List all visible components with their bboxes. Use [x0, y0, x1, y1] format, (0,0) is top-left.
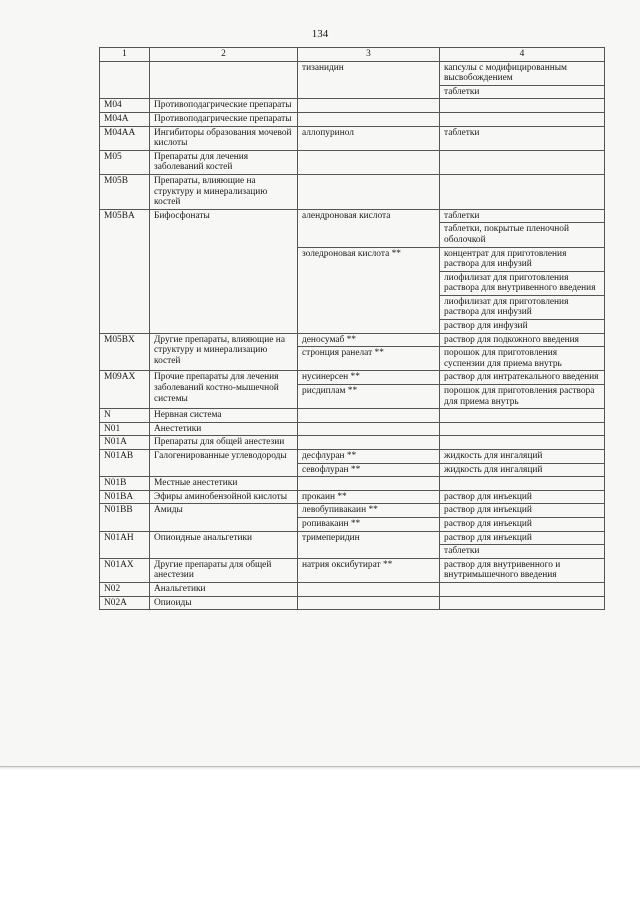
dosage-form-cell: жидкость для ингаляций — [440, 463, 605, 477]
ingredient-cell — [298, 422, 440, 436]
ingredient-cell: деносумаб ** — [298, 333, 440, 347]
group-name-cell: Опиоидные анальгетики — [150, 531, 298, 558]
group-name-cell: Противоподагрические препараты — [150, 112, 298, 126]
atc-code-cell: M04 — [100, 99, 150, 113]
group-name-cell: Противоподагрические препараты — [150, 99, 298, 113]
dosage-form-cell — [440, 422, 605, 436]
ingredient-cell — [298, 436, 440, 450]
group-name-cell: Амиды — [150, 504, 298, 531]
table-row — [100, 409, 605, 423]
table-row — [100, 436, 605, 450]
table-row — [100, 112, 605, 126]
atc-code-cell: M09AX — [100, 371, 150, 409]
dosage-form-cell: раствор для инъекций — [440, 517, 605, 531]
ingredient-cell: левобупивакаин ** — [298, 504, 440, 518]
atc-code-cell: N01B — [100, 477, 150, 491]
dosage-form-cell: порошок для приготовления суспензии для приема внутрь — [440, 347, 605, 371]
dosage-form-cell — [440, 596, 605, 610]
group-name-cell: Препараты для лечения заболеваний костей — [150, 150, 298, 174]
table-row — [100, 596, 605, 610]
dosage-form-cell: раствор для инфузий — [440, 320, 605, 334]
column-header: 1 — [100, 48, 150, 62]
ingredient-cell — [298, 150, 440, 174]
table-row — [100, 422, 605, 436]
atc-code-cell: N02 — [100, 582, 150, 596]
drug-table — [99, 47, 605, 610]
dosage-form-cell — [440, 174, 605, 209]
atc-code-cell: M05 — [100, 150, 150, 174]
dosage-form-cell: жидкость для ингаляций — [440, 450, 605, 464]
dosage-form-cell: таблетки — [440, 545, 605, 559]
ingredient-cell: прокаин ** — [298, 490, 440, 504]
atc-code-cell: N01BA — [100, 490, 150, 504]
group-name-cell: Анестетики — [150, 422, 298, 436]
table-row — [100, 99, 605, 113]
dosage-form-cell: концентрат для приготовления раствора для инфузий — [440, 247, 605, 271]
dosage-form-cell — [440, 99, 605, 113]
header-row — [100, 48, 605, 62]
ingredient-cell — [298, 409, 440, 423]
group-name-cell: Местные анестетики — [150, 477, 298, 491]
table-row — [100, 531, 605, 545]
table-row — [100, 582, 605, 596]
ingredient-cell — [298, 477, 440, 491]
group-name-cell: Другие препараты для общей анестезии — [150, 558, 298, 582]
dosage-form-cell: порошок для приготовления раствора для приема внутрь — [440, 385, 605, 409]
ingredient-cell: ропивакаин ** — [298, 517, 440, 531]
dosage-form-cell: лиофилизат для приготовления раствора для внутривенного введения — [440, 271, 605, 295]
dosage-form-cell — [440, 477, 605, 491]
dosage-form-cell: капсулы с модифицированным высвобождением — [440, 61, 605, 85]
column-header: 2 — [150, 48, 298, 62]
group-name-cell: Опиоиды — [150, 596, 298, 610]
group-name-cell: Препараты, влияющие на структуру и минерализацию костей — [150, 174, 298, 209]
group-name-cell: Препараты для общей анестезии — [150, 436, 298, 450]
dosage-form-cell — [440, 409, 605, 423]
atc-code-cell: M04AA — [100, 126, 150, 150]
table-row — [100, 504, 605, 518]
ingredient-cell: тизанидин — [298, 61, 440, 99]
dosage-form-cell — [440, 112, 605, 126]
dosage-form-cell: раствор для внутривенного и внутримышечного введения — [440, 558, 605, 582]
ingredient-cell: рисдиплам ** — [298, 385, 440, 409]
dosage-form-cell: раствор для подкожного введения — [440, 333, 605, 347]
dosage-form-cell: раствор для инъекций — [440, 490, 605, 504]
ingredient-cell — [298, 99, 440, 113]
ingredient-cell — [298, 174, 440, 209]
table-row — [100, 371, 605, 385]
atc-code-cell: N01AH — [100, 531, 150, 558]
dosage-form-cell: таблетки — [440, 209, 605, 223]
atc-code-cell: N01A — [100, 436, 150, 450]
group-name-cell: Галогенированные углеводороды — [150, 450, 298, 477]
ingredient-cell: севофлуран ** — [298, 463, 440, 477]
table-row — [100, 333, 605, 347]
atc-code-cell: M05BA — [100, 209, 150, 333]
atc-code-cell: N01AB — [100, 450, 150, 477]
group-name-cell: Другие препараты, влияющие на структуру и минерализацию костей — [150, 333, 298, 371]
atc-code-cell: N02A — [100, 596, 150, 610]
table-row — [100, 150, 605, 174]
ingredient-cell: тримеперидин — [298, 531, 440, 558]
group-name-cell: Анальгетики — [150, 582, 298, 596]
table-row — [100, 558, 605, 582]
atc-code-cell: N01AX — [100, 558, 150, 582]
dosage-form-cell: таблетки — [440, 126, 605, 150]
group-name-cell: Ингибиторы образования мочевой кислоты — [150, 126, 298, 150]
dosage-form-cell: раствор для инъекций — [440, 531, 605, 545]
atc-code-cell — [100, 61, 150, 99]
table-row — [100, 61, 605, 85]
ingredient-cell — [298, 582, 440, 596]
table-row — [100, 209, 605, 223]
ingredient-cell — [298, 596, 440, 610]
atc-code-cell: M05BX — [100, 333, 150, 371]
dosage-form-cell: лиофилизат для приготовления раствора для инфузий — [440, 295, 605, 319]
table-row — [100, 126, 605, 150]
ingredient-cell — [298, 112, 440, 126]
dosage-form-cell — [440, 150, 605, 174]
table-row — [100, 174, 605, 209]
group-name-cell: Нервная система — [150, 409, 298, 423]
ingredient-cell: десфлуран ** — [298, 450, 440, 464]
table-row — [100, 450, 605, 464]
atc-code-cell: N01 — [100, 422, 150, 436]
page-number: 134 — [311, 28, 329, 40]
ingredient-cell: нусинерсен ** — [298, 371, 440, 385]
atc-code-cell: N01BB — [100, 504, 150, 531]
dosage-form-cell — [440, 582, 605, 596]
atc-code-cell: M05B — [100, 174, 150, 209]
ingredient-cell: аллопуринол — [298, 126, 440, 150]
ingredient-cell: натрия оксибутират ** — [298, 558, 440, 582]
column-header: 4 — [440, 48, 605, 62]
ingredient-cell: алендроновая кислота — [298, 209, 440, 247]
atc-code-cell: M04A — [100, 112, 150, 126]
group-name-cell: Прочие препараты для лечения заболеваний костно-мышечной системы — [150, 371, 298, 409]
atc-code-cell: N — [100, 409, 150, 423]
dosage-form-cell: таблетки — [440, 85, 605, 99]
table-row — [100, 490, 605, 504]
ingredient-cell: стронция ранелат ** — [298, 347, 440, 371]
ingredient-cell: золедроновая кислота ** — [298, 247, 440, 333]
table-row — [100, 477, 605, 491]
dosage-form-cell: таблетки, покрытые пленочной оболочкой — [440, 223, 605, 247]
dosage-form-cell: раствор для интратекального введения — [440, 371, 605, 385]
column-header: 3 — [298, 48, 440, 62]
group-name-cell: Эфиры аминобензойной кислоты — [150, 490, 298, 504]
dosage-form-cell: раствор для инъекций — [440, 504, 605, 518]
group-name-cell: Бифосфонаты — [150, 209, 298, 333]
dosage-form-cell — [440, 436, 605, 450]
group-name-cell — [150, 61, 298, 99]
